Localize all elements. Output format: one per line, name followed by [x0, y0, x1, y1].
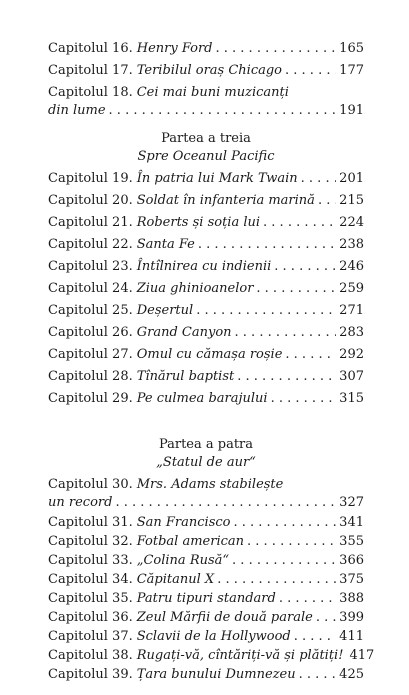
dot-leader: [216, 40, 337, 58]
page-number: 259: [339, 281, 364, 296]
page-number: 238: [339, 237, 364, 252]
page-number: 307: [339, 369, 364, 384]
page-number: 399: [339, 610, 364, 625]
dot-leader: [247, 533, 336, 551]
dot-leader: [109, 102, 337, 120]
page-number: 315: [339, 391, 364, 406]
toc-entry: [48, 647, 375, 665]
part-heading: [48, 436, 364, 472]
dot-leader: [196, 302, 336, 320]
toc-entry: [48, 324, 364, 342]
page-number: 177: [339, 63, 364, 78]
chapter-title: Zeul Mărfii de două parale: [136, 610, 313, 625]
chapter-number: Capitolul 37.: [48, 629, 133, 644]
dot-leader: [237, 368, 336, 386]
page-number: 355: [339, 534, 364, 549]
chapter-title: Căpitanul X: [136, 572, 215, 587]
toc-entry: [48, 346, 364, 364]
toc-entry: [48, 476, 364, 512]
chapter-number: Capitolul 17.: [48, 63, 133, 78]
chapter-title: San Francisco: [136, 515, 231, 530]
chapter-number: Capitolul 26.: [48, 325, 133, 340]
toc-entry: [48, 302, 364, 320]
toc-entry: [48, 170, 364, 188]
page-number: 425: [339, 667, 364, 682]
chapter-title: Pe culmea barajului: [136, 391, 268, 406]
dot-leader: [274, 258, 336, 276]
page-number: 417: [349, 648, 375, 663]
dot-leader: [217, 571, 336, 589]
chapter-title: Soldat în infanteria marină: [136, 193, 315, 208]
part-subtitle: Spre Oceanul Pacific: [137, 149, 275, 164]
chapter-title: Omul cu cămașa roșie: [136, 347, 283, 362]
chapter-title-continued: un record: [48, 495, 113, 510]
dot-leader: [235, 324, 337, 342]
dot-leader: [233, 514, 336, 532]
toc-entry: [48, 590, 364, 608]
part-label: Partea a treia: [161, 131, 251, 146]
chapter-number: Capitolul 19.: [48, 171, 133, 186]
toc-entry: [48, 236, 364, 254]
chapter-title: Întîlnirea cu indienii: [136, 259, 272, 274]
chapter-number: Capitolul 21.: [48, 215, 133, 230]
toc-entry: [48, 40, 364, 58]
page-number: 271: [339, 303, 364, 318]
dot-leader: [301, 170, 337, 188]
chapter-number: Capitolul 33.: [48, 553, 133, 568]
chapter-number: Capitolul 31.: [48, 515, 133, 530]
toc-entry: [48, 514, 364, 532]
chapter-number: Capitolul 23.: [48, 259, 133, 274]
page-number: 165: [339, 41, 364, 56]
chapter-title: În patria lui Mark Twain: [136, 171, 298, 186]
chapter-title: Tînărul baptist: [136, 369, 235, 384]
toc-entry: [48, 62, 364, 80]
page-number: 191: [339, 103, 364, 118]
toc-entry: [48, 628, 364, 646]
page-number: 246: [339, 259, 364, 274]
toc-entry: [48, 280, 364, 298]
page-number: 388: [339, 591, 364, 606]
chapter-title: Țara bunului Dumnezeu: [136, 667, 296, 682]
dot-leader: [299, 666, 337, 684]
chapter-title: „Colina Rusă“: [136, 553, 230, 568]
toc-entry: [48, 84, 364, 120]
toc-entry: [48, 533, 364, 551]
page-number: 201: [339, 171, 364, 186]
chapter-number: Capitolul 32.: [48, 534, 133, 549]
chapter-title: Patru tipuri standard: [136, 591, 276, 606]
chapter-number: Capitolul 22.: [48, 237, 133, 252]
chapter-number: Capitolul 28.: [48, 369, 133, 384]
dot-leader: [256, 280, 336, 298]
page-number: 375: [339, 572, 364, 587]
chapter-number: Capitolul 24.: [48, 281, 133, 296]
chapter-title: Grand Canyon: [136, 325, 232, 340]
dot-leader: [316, 609, 336, 627]
chapter-title: Henry Ford: [136, 41, 213, 56]
toc-entry: [48, 390, 364, 408]
chapter-title: Mrs. Adams stabilește: [136, 477, 284, 492]
chapter-number: Capitolul 27.: [48, 347, 133, 362]
part-subtitle: „Statul de aur“: [156, 455, 256, 470]
part-heading: [48, 130, 364, 166]
chapter-number: Capitolul 35.: [48, 591, 133, 606]
dot-leader: [318, 192, 336, 210]
dot-leader: [115, 494, 336, 512]
page-number: 283: [339, 325, 364, 340]
chapter-number: Capitolul 16.: [48, 41, 133, 56]
toc-entry: [48, 609, 364, 627]
page-number: 411: [339, 629, 364, 644]
chapter-number: Capitolul 36.: [48, 610, 133, 625]
chapter-number: Capitolul 38.: [48, 648, 133, 663]
chapter-title: Teribilul oraș Chicago: [136, 63, 283, 78]
chapter-number: Capitolul 34.: [48, 572, 133, 587]
chapter-title: Fotbal american: [136, 534, 245, 549]
toc-entry: [48, 192, 364, 210]
toc-entry: [48, 552, 364, 570]
chapter-title: Ziua ghinioanelor: [136, 281, 254, 296]
dot-leader: [294, 628, 336, 646]
page-number: 292: [339, 347, 364, 362]
chapter-title-continued: din lume: [48, 103, 106, 118]
chapter-title: Deșertul: [136, 303, 194, 318]
dot-leader: [271, 390, 337, 408]
page-number: 327: [339, 495, 364, 510]
toc-entry: [48, 571, 364, 589]
dot-leader: [279, 590, 336, 608]
page-number: 366: [339, 553, 364, 568]
chapter-title: Roberts și soția lui: [136, 215, 261, 230]
toc-entry: [48, 666, 364, 684]
chapter-number: Capitolul 18.: [48, 85, 133, 100]
part-label: Partea a patra: [158, 437, 254, 452]
toc-entry: [48, 258, 364, 276]
chapter-number: Capitolul 30.: [48, 477, 133, 492]
dot-leader: [285, 346, 336, 364]
page-number: 224: [339, 215, 364, 230]
toc-entry: [48, 368, 364, 386]
chapter-title: Rugați-vă, cîntăriți-vă și plătiți!: [136, 648, 344, 663]
chapter-number: Capitolul 39.: [48, 667, 133, 682]
toc-entry: [48, 214, 364, 232]
dot-leader: [198, 236, 336, 254]
chapter-title: Santa Fe: [136, 237, 195, 252]
page-number: 215: [339, 193, 364, 208]
chapter-title: Sclavii de la Hollywood: [136, 629, 291, 644]
chapter-number: Capitolul 20.: [48, 193, 133, 208]
chapter-number: Capitolul 29.: [48, 391, 133, 406]
dot-leader: [285, 62, 336, 80]
chapter-number: Capitolul 25.: [48, 303, 133, 318]
chapter-title: Cei mai buni muzicanți: [136, 85, 289, 100]
dot-leader: [263, 214, 336, 232]
dot-leader: [232, 552, 336, 570]
page-number: 341: [339, 515, 364, 530]
